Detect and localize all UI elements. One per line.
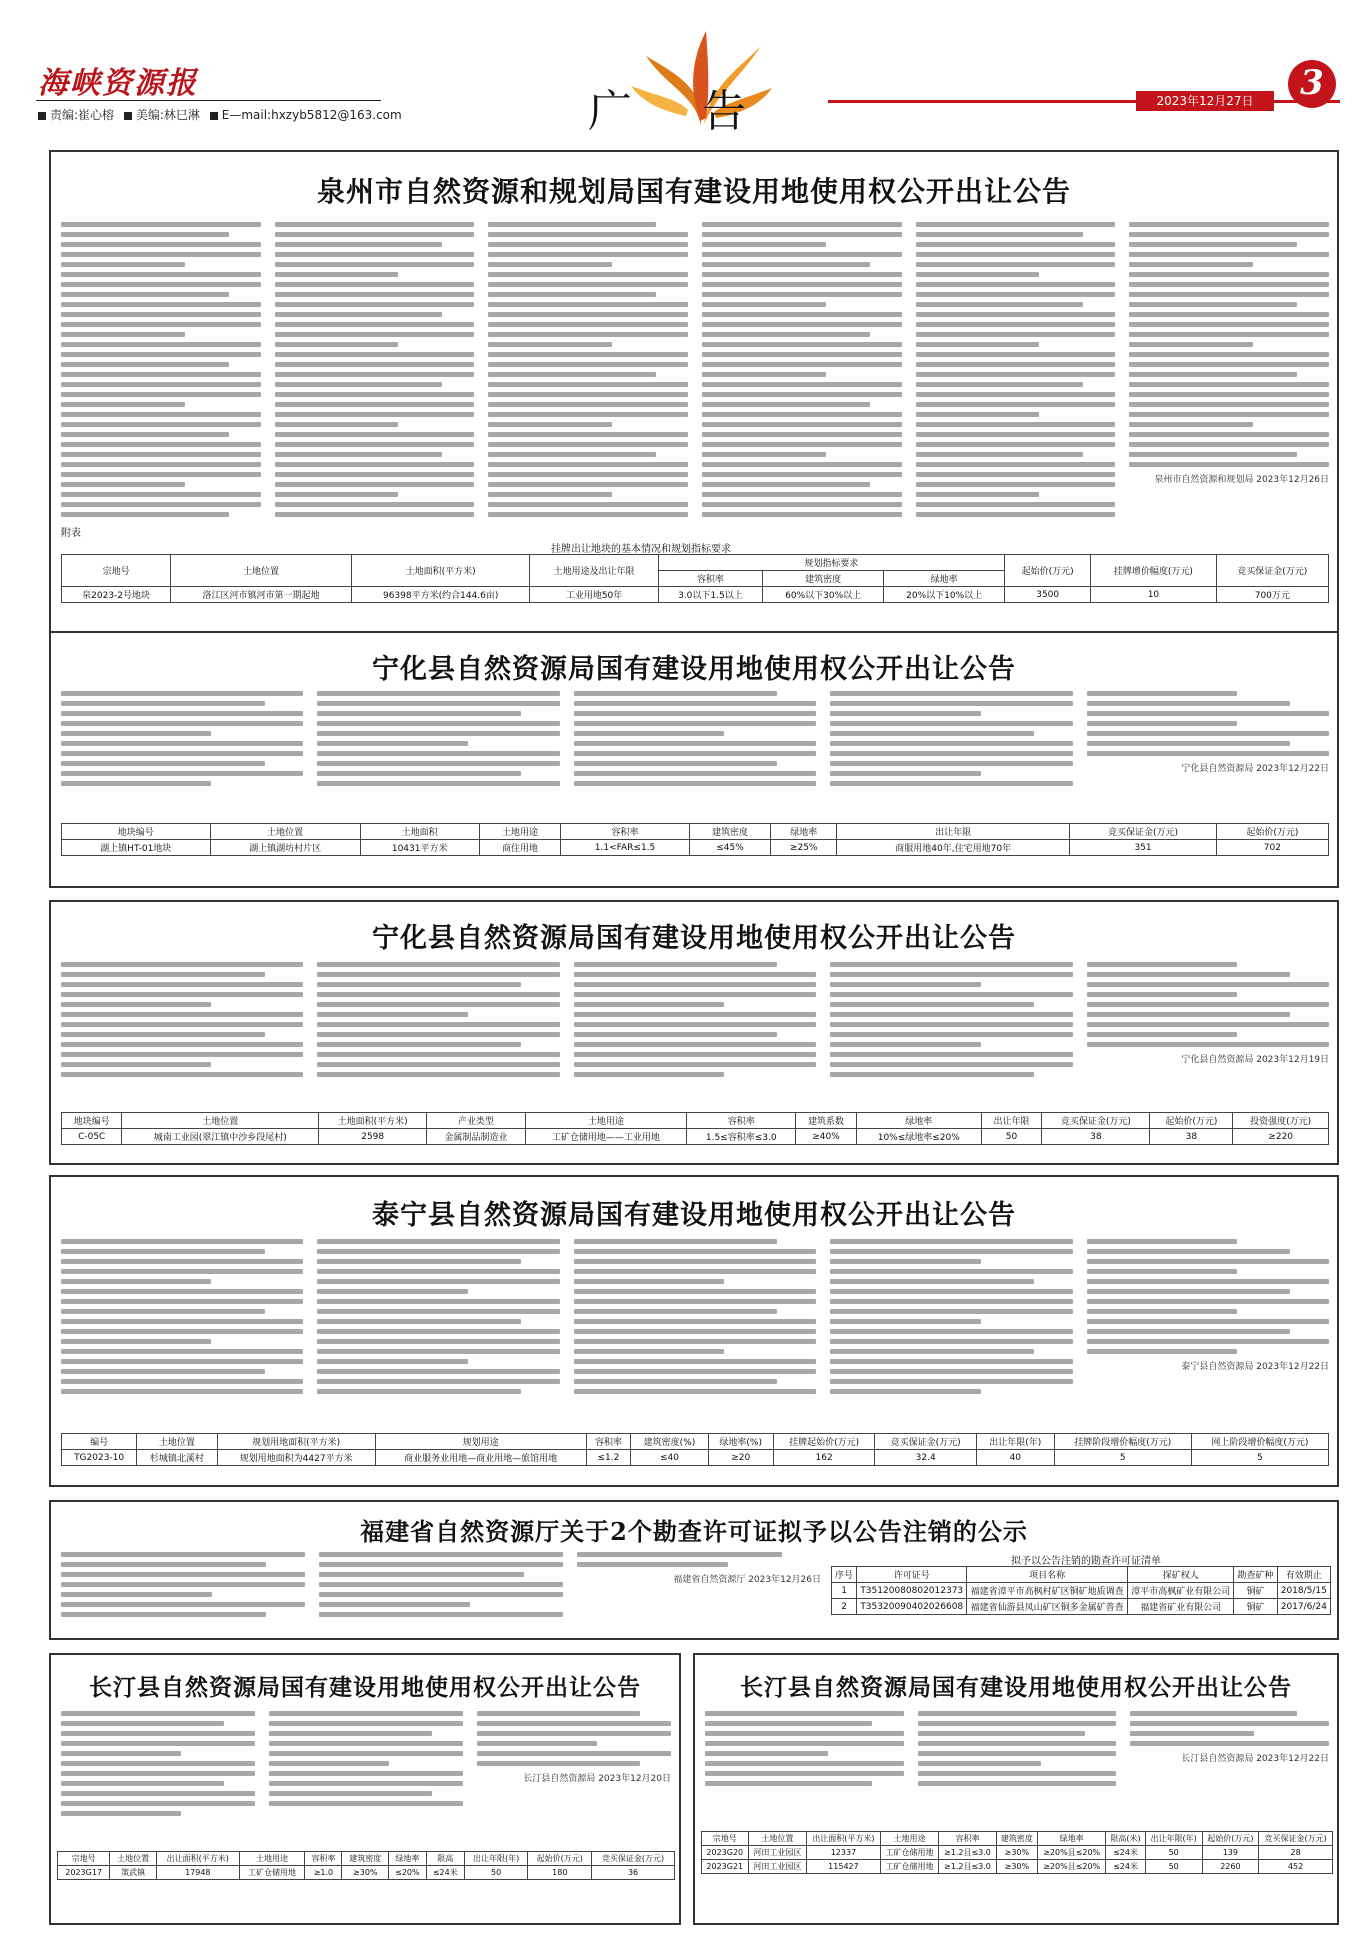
table-cell: 38 bbox=[1150, 1129, 1233, 1145]
table-header: 竞买保证金(万元) bbox=[592, 1852, 675, 1866]
table-cell: 36 bbox=[592, 1866, 675, 1880]
table-header: 勘查矿种 bbox=[1234, 1567, 1277, 1583]
table-header: 宗地号 bbox=[62, 555, 171, 587]
table-cell: T35120080802012373 bbox=[857, 1583, 967, 1599]
table-title: 拟予以公告注销的勘查许可证清单 bbox=[1011, 1556, 1161, 1567]
table-cell: 351 bbox=[1070, 840, 1216, 856]
table-cell: 96398平方米(约合144.6亩) bbox=[351, 587, 529, 603]
table-cell: 12337 bbox=[807, 1846, 881, 1860]
notice-ninghua-2 bbox=[49, 900, 1339, 1165]
table-cell: 河田工业园区 bbox=[748, 1846, 807, 1860]
table-cell: 452 bbox=[1259, 1860, 1333, 1874]
table-cell: 700万元 bbox=[1216, 587, 1328, 603]
table-cell: 铜矿 bbox=[1234, 1599, 1277, 1615]
notice-body bbox=[61, 962, 1329, 1112]
notice-ninghua-1 bbox=[49, 631, 1339, 888]
table-cell: ≥20 bbox=[708, 1450, 773, 1466]
table-header: 出让年限(年) bbox=[1145, 1832, 1202, 1846]
table-cell: 1 bbox=[832, 1583, 857, 1599]
table-header: 建筑密度 bbox=[689, 824, 771, 840]
table-header: 起始价(万元) bbox=[1150, 1113, 1233, 1129]
table-header: 限高(米) bbox=[1106, 1832, 1146, 1846]
notice-body bbox=[705, 1711, 1329, 1821]
table-header: 限高 bbox=[426, 1852, 464, 1866]
table-cell: 50 bbox=[1145, 1846, 1202, 1860]
table-header: 起始价(万元) bbox=[528, 1852, 592, 1866]
table-cell: ≤40 bbox=[631, 1450, 708, 1466]
table-header: 绿地率 bbox=[771, 824, 837, 840]
square-bullet-icon bbox=[124, 112, 132, 120]
land-info-table bbox=[701, 1831, 1333, 1874]
table-cell: 工矿仓储用地 bbox=[239, 1866, 305, 1880]
table-cell: 10431平方米 bbox=[360, 840, 479, 856]
table-header: 规划指标要求 bbox=[658, 555, 1004, 571]
table-header: 投资强度(万元) bbox=[1233, 1113, 1329, 1129]
notice-signature: 宁化县自然资源局 2023年12月22日 bbox=[1181, 764, 1330, 774]
notice-title: 宁化县自然资源局国有建设用地使用权公开出让公告 bbox=[372, 654, 1016, 685]
notice-title: 宁化县自然资源局国有建设用地使用权公开出让公告 bbox=[372, 923, 1016, 954]
table-cell: 商住用地 bbox=[479, 840, 561, 856]
table-header: 出让年限 bbox=[981, 1113, 1041, 1129]
table-cell: ≥220 bbox=[1233, 1129, 1329, 1145]
issue-date: 2023年12月27日 bbox=[1136, 91, 1274, 111]
table-header: 容积率 bbox=[586, 1434, 631, 1450]
table-row bbox=[62, 1129, 1329, 1145]
notice-signature: 宁化县自然资源局 2023年12月19日 bbox=[1181, 1055, 1330, 1065]
table-row bbox=[702, 1846, 1333, 1860]
table-cell: 工业用地50年 bbox=[530, 587, 658, 603]
table-header: 编号 bbox=[62, 1434, 137, 1450]
table-cell: 2598 bbox=[319, 1129, 427, 1145]
table-cell: 2260 bbox=[1202, 1860, 1259, 1874]
table-header: 容积率 bbox=[939, 1832, 996, 1846]
table-header: 土地位置 bbox=[122, 1113, 319, 1129]
table-cell: 河田工业园区 bbox=[748, 1860, 807, 1874]
table-header: 土地位置 bbox=[748, 1832, 807, 1846]
table-title: 挂牌出让地块的基本情况和规划指标要求 bbox=[551, 544, 731, 555]
editor-name: 责编:崔心榕 bbox=[50, 108, 115, 122]
land-info-table bbox=[61, 554, 1329, 603]
table-header: 土地用途 bbox=[525, 1113, 687, 1129]
table-cell: 铜矿 bbox=[1234, 1583, 1277, 1599]
table-header: 土地面积(平方米) bbox=[319, 1113, 427, 1129]
table-cell: ≤45% bbox=[689, 840, 771, 856]
table-cell: 福建省仙游县凤山矿区铜多金属矿普查 bbox=[967, 1599, 1128, 1615]
table-cell: ≥20%且≤20% bbox=[1038, 1846, 1106, 1860]
notice-fujian-permit bbox=[49, 1500, 1339, 1640]
table-header: 建筑密度 bbox=[996, 1832, 1038, 1846]
notice-title: 泰宁县自然资源局国有建设用地使用权公开出让公告 bbox=[372, 1200, 1016, 1231]
page-number-badge: 3 bbox=[1288, 60, 1336, 108]
notice-title: 福建省自然资源厅关于2个勘查许可证拟予以公告注销的公示 bbox=[360, 1517, 1028, 1546]
table-cell: ≥20%且≤20% bbox=[1038, 1860, 1106, 1874]
notice-signature: 长汀县自然资源局 2023年12月22日 bbox=[1181, 1754, 1330, 1764]
notice-title: 长汀县自然资源局国有建设用地使用权公开出让公告 bbox=[740, 1674, 1292, 1701]
notice-body bbox=[61, 1711, 671, 1841]
table-header: 挂牌阶段增价幅度(万元) bbox=[1054, 1434, 1191, 1450]
table-cell: 180 bbox=[528, 1866, 592, 1880]
square-bullet-icon bbox=[38, 112, 46, 120]
table-header: 出让年限(年) bbox=[464, 1852, 528, 1866]
table-header: 土地用途及出让年限 bbox=[530, 555, 658, 587]
table-header: 起始价(万元) bbox=[1202, 1832, 1259, 1846]
table-header: 容积率 bbox=[687, 1113, 796, 1129]
table-cell: 17948 bbox=[156, 1866, 239, 1880]
table-cell: ≤24米 bbox=[426, 1866, 464, 1880]
table-header: 地块编号 bbox=[62, 1113, 122, 1129]
table-cell: 策武镇 bbox=[110, 1866, 157, 1880]
table-cell: 50 bbox=[1145, 1860, 1202, 1874]
table-cell: 2023G20 bbox=[702, 1846, 749, 1860]
land-info-table bbox=[61, 823, 1329, 856]
table-cell: 3500 bbox=[1005, 587, 1091, 603]
table-cell: 3.0以下1.5以上 bbox=[658, 587, 762, 603]
table-cell: 福建省漳平市高枫村矿区铜矿地质调查 bbox=[967, 1583, 1128, 1599]
newspaper-logo: 海峡资源报 bbox=[38, 66, 198, 101]
notice-changting-2 bbox=[693, 1653, 1339, 1925]
table-cell: 福建省矿业有限公司 bbox=[1128, 1599, 1234, 1615]
attachment-label: 附表 bbox=[61, 528, 81, 539]
table-cell: 漳平市高枫矿业有限公司 bbox=[1128, 1583, 1234, 1599]
land-info-table bbox=[61, 1112, 1329, 1145]
table-header: 宗地号 bbox=[702, 1832, 749, 1846]
table-cell: 1.1<FAR≤1.5 bbox=[561, 840, 689, 856]
table-cell: 商服用地40年,住宅用地70年 bbox=[837, 840, 1070, 856]
table-row bbox=[62, 587, 1329, 603]
table-cell: ≥1.0 bbox=[305, 1866, 342, 1880]
table-row bbox=[62, 1450, 1329, 1466]
table-cell: 湖上镇HT-01地块 bbox=[62, 840, 211, 856]
notice-signature: 福建省自然资源厅 2023年12月26日 bbox=[673, 1575, 821, 1585]
table-header: 土地位置 bbox=[171, 555, 352, 587]
editor-line bbox=[38, 106, 408, 123]
table-header: 竞买保证金(万元) bbox=[1042, 1113, 1150, 1129]
table-header: 宗地号 bbox=[58, 1852, 110, 1866]
table-header: 产业类型 bbox=[427, 1113, 525, 1129]
notice-body bbox=[61, 691, 1329, 811]
table-cell: 2018/5/15 bbox=[1277, 1583, 1330, 1599]
table-cell: 32.4 bbox=[875, 1450, 977, 1466]
table-cell: ≥1.2且≤3.0 bbox=[939, 1860, 996, 1874]
notice-body bbox=[61, 1552, 821, 1632]
table-header: 序号 bbox=[832, 1567, 857, 1583]
table-header: 地块编号 bbox=[62, 824, 211, 840]
table-cell: 2 bbox=[832, 1599, 857, 1615]
notice-taining bbox=[49, 1175, 1339, 1487]
table-header: 网上阶段增价幅度(万元) bbox=[1191, 1434, 1328, 1450]
notice-quanzhou bbox=[49, 150, 1339, 637]
table-cell: C-05C bbox=[62, 1129, 122, 1145]
table-cell: 2017/6/24 bbox=[1277, 1599, 1330, 1615]
table-cell: ≥30% bbox=[996, 1860, 1038, 1874]
table-cell: 40 bbox=[976, 1450, 1054, 1466]
table-cell: 60%以下30%以上 bbox=[763, 587, 884, 603]
table-row bbox=[702, 1860, 1333, 1874]
table-cell: 5 bbox=[1191, 1450, 1328, 1466]
table-cell: 洛江区河市镇河市第一期起地 bbox=[171, 587, 352, 603]
table-cell: TG2023-10 bbox=[62, 1450, 137, 1466]
editor-email: E—mail:hxzyb5812@163.com bbox=[221, 108, 402, 122]
section-title: 广告 bbox=[588, 86, 816, 137]
table-cell: 702 bbox=[1216, 840, 1328, 856]
notice-signature: 泰宁县自然资源局 2023年12月22日 bbox=[1181, 1362, 1330, 1372]
table-cell: ≥25% bbox=[771, 840, 837, 856]
table-header: 建筑密度 bbox=[342, 1852, 389, 1866]
table-header: 规划用地面积(平方米) bbox=[217, 1434, 375, 1450]
table-cell: 20%以下10%以上 bbox=[884, 587, 1005, 603]
table-cell: 工矿仓储用地——工业用地 bbox=[525, 1129, 687, 1145]
table-cell: ≥30% bbox=[996, 1846, 1038, 1860]
table-header: 土地用途 bbox=[479, 824, 561, 840]
table-cell: 50 bbox=[464, 1866, 528, 1880]
table-header: 容积率 bbox=[561, 824, 689, 840]
table-cell: ≤24米 bbox=[1106, 1860, 1146, 1874]
table-cell: ≤1.2 bbox=[586, 1450, 631, 1466]
table-header: 土地位置 bbox=[110, 1852, 157, 1866]
notice-title: 长汀县自然资源局国有建设用地使用权公开出让公告 bbox=[89, 1674, 641, 1701]
table-header: 许可证号 bbox=[857, 1567, 967, 1583]
table-header: 绿地率(%) bbox=[708, 1434, 773, 1450]
land-info-table bbox=[61, 1433, 1329, 1466]
table-cell: 115427 bbox=[807, 1860, 881, 1874]
table-cell: 139 bbox=[1202, 1846, 1259, 1860]
notice-title: 泉州市自然资源和规划局国有建设用地使用权公开出让公告 bbox=[316, 175, 1071, 208]
table-header: 容积率 bbox=[305, 1852, 342, 1866]
notice-body bbox=[61, 1239, 1329, 1429]
table-header: 建筑系数 bbox=[796, 1113, 856, 1129]
table-subheader: 容积率 bbox=[658, 571, 762, 587]
table-header: 出让年限(年) bbox=[976, 1434, 1054, 1450]
table-header: 绿地率 bbox=[856, 1113, 981, 1129]
table-cell: 10%≤绿地率≤20% bbox=[856, 1129, 981, 1145]
table-header: 竞买保证金(万元) bbox=[1259, 1832, 1333, 1846]
table-header: 土地用途 bbox=[880, 1832, 939, 1846]
table-header: 挂牌起始价(万元) bbox=[773, 1434, 875, 1450]
table-header: 规划用途 bbox=[375, 1434, 586, 1450]
table-row bbox=[62, 840, 1329, 856]
table-header: 土地面积 bbox=[360, 824, 479, 840]
table-header: 竞买保证金(万元) bbox=[1216, 555, 1328, 587]
table-header: 土地用途 bbox=[239, 1852, 305, 1866]
table-row bbox=[832, 1583, 1331, 1599]
table-header: 有效期止 bbox=[1277, 1567, 1330, 1583]
table-subheader: 建筑密度 bbox=[763, 571, 884, 587]
table-cell: 5 bbox=[1054, 1450, 1191, 1466]
table-cell: 38 bbox=[1042, 1129, 1150, 1145]
table-header: 起始价(万元) bbox=[1005, 555, 1091, 587]
table-cell: 1.5≤容积率≤3.0 bbox=[687, 1129, 796, 1145]
table-cell: 50 bbox=[981, 1129, 1041, 1145]
table-cell: 规划用地面积为4427平方米 bbox=[217, 1450, 375, 1466]
land-info-table bbox=[57, 1851, 675, 1880]
table-cell: 28 bbox=[1259, 1846, 1333, 1860]
table-header: 出让面积(平方米) bbox=[156, 1852, 239, 1866]
table-subheader: 绿地率 bbox=[884, 571, 1005, 587]
table-header: 项目名称 bbox=[967, 1567, 1128, 1583]
table-header: 竞买保证金(万元) bbox=[1070, 824, 1216, 840]
table-cell: ≥1.2且≤3.0 bbox=[939, 1846, 996, 1860]
table-cell: 工矿仓储用地 bbox=[880, 1846, 939, 1860]
table-header: 探矿权人 bbox=[1128, 1567, 1234, 1583]
table-cell: 10 bbox=[1091, 587, 1216, 603]
notice-signature: 泉州市自然资源和规划局 2023年12月26日 bbox=[1154, 475, 1330, 485]
page-header bbox=[28, 0, 1340, 140]
table-header: 建筑密度(%) bbox=[631, 1434, 708, 1450]
table-row bbox=[58, 1866, 675, 1880]
square-bullet-icon bbox=[210, 112, 218, 120]
table-cell: ≥40% bbox=[796, 1129, 856, 1145]
table-header: 起始价(万元) bbox=[1216, 824, 1328, 840]
divider bbox=[36, 100, 381, 101]
notice-body bbox=[61, 222, 1329, 532]
table-header: 出让年限 bbox=[837, 824, 1070, 840]
table-header: 土地位置 bbox=[210, 824, 360, 840]
notice-changting-1 bbox=[49, 1653, 681, 1925]
table-row bbox=[832, 1599, 1331, 1615]
table-header: 挂牌增价幅度(万元) bbox=[1091, 555, 1216, 587]
permit-table bbox=[831, 1566, 1331, 1615]
table-cell: ≥30% bbox=[342, 1866, 389, 1880]
table-cell: 泉2023-2号地块 bbox=[62, 587, 171, 603]
table-cell: ≤20% bbox=[389, 1866, 427, 1880]
table-cell: 金属制品制造业 bbox=[427, 1129, 525, 1145]
table-cell: 杉城镇北溪村 bbox=[137, 1450, 217, 1466]
table-header: 绿地率 bbox=[389, 1852, 427, 1866]
table-header: 出让面积(平方米) bbox=[807, 1832, 881, 1846]
table-cell: ≤24米 bbox=[1106, 1846, 1146, 1860]
table-cell: 湖上镇湖坊村片区 bbox=[210, 840, 360, 856]
table-header: 土地面积(平方米) bbox=[351, 555, 529, 587]
table-cell: 2023G17 bbox=[58, 1866, 110, 1880]
table-header: 竞买保证金(万元) bbox=[875, 1434, 977, 1450]
table-cell: 工矿仓储用地 bbox=[880, 1860, 939, 1874]
table-cell: 商业服务业用地—商业用地—旅馆用地 bbox=[375, 1450, 586, 1466]
notice-signature: 长汀县自然资源局 2023年12月20日 bbox=[523, 1774, 671, 1784]
table-cell: 162 bbox=[773, 1450, 875, 1466]
table-header: 土地位置 bbox=[137, 1434, 217, 1450]
table-cell: 2023G21 bbox=[702, 1860, 749, 1874]
table-header: 绿地率 bbox=[1038, 1832, 1106, 1846]
table-cell: T35320090402026608 bbox=[857, 1599, 967, 1615]
designer-name: 美编:林巳淋 bbox=[135, 108, 200, 122]
table-cell: 城南工业园(翠江镇中沙乡段尾村) bbox=[122, 1129, 319, 1145]
